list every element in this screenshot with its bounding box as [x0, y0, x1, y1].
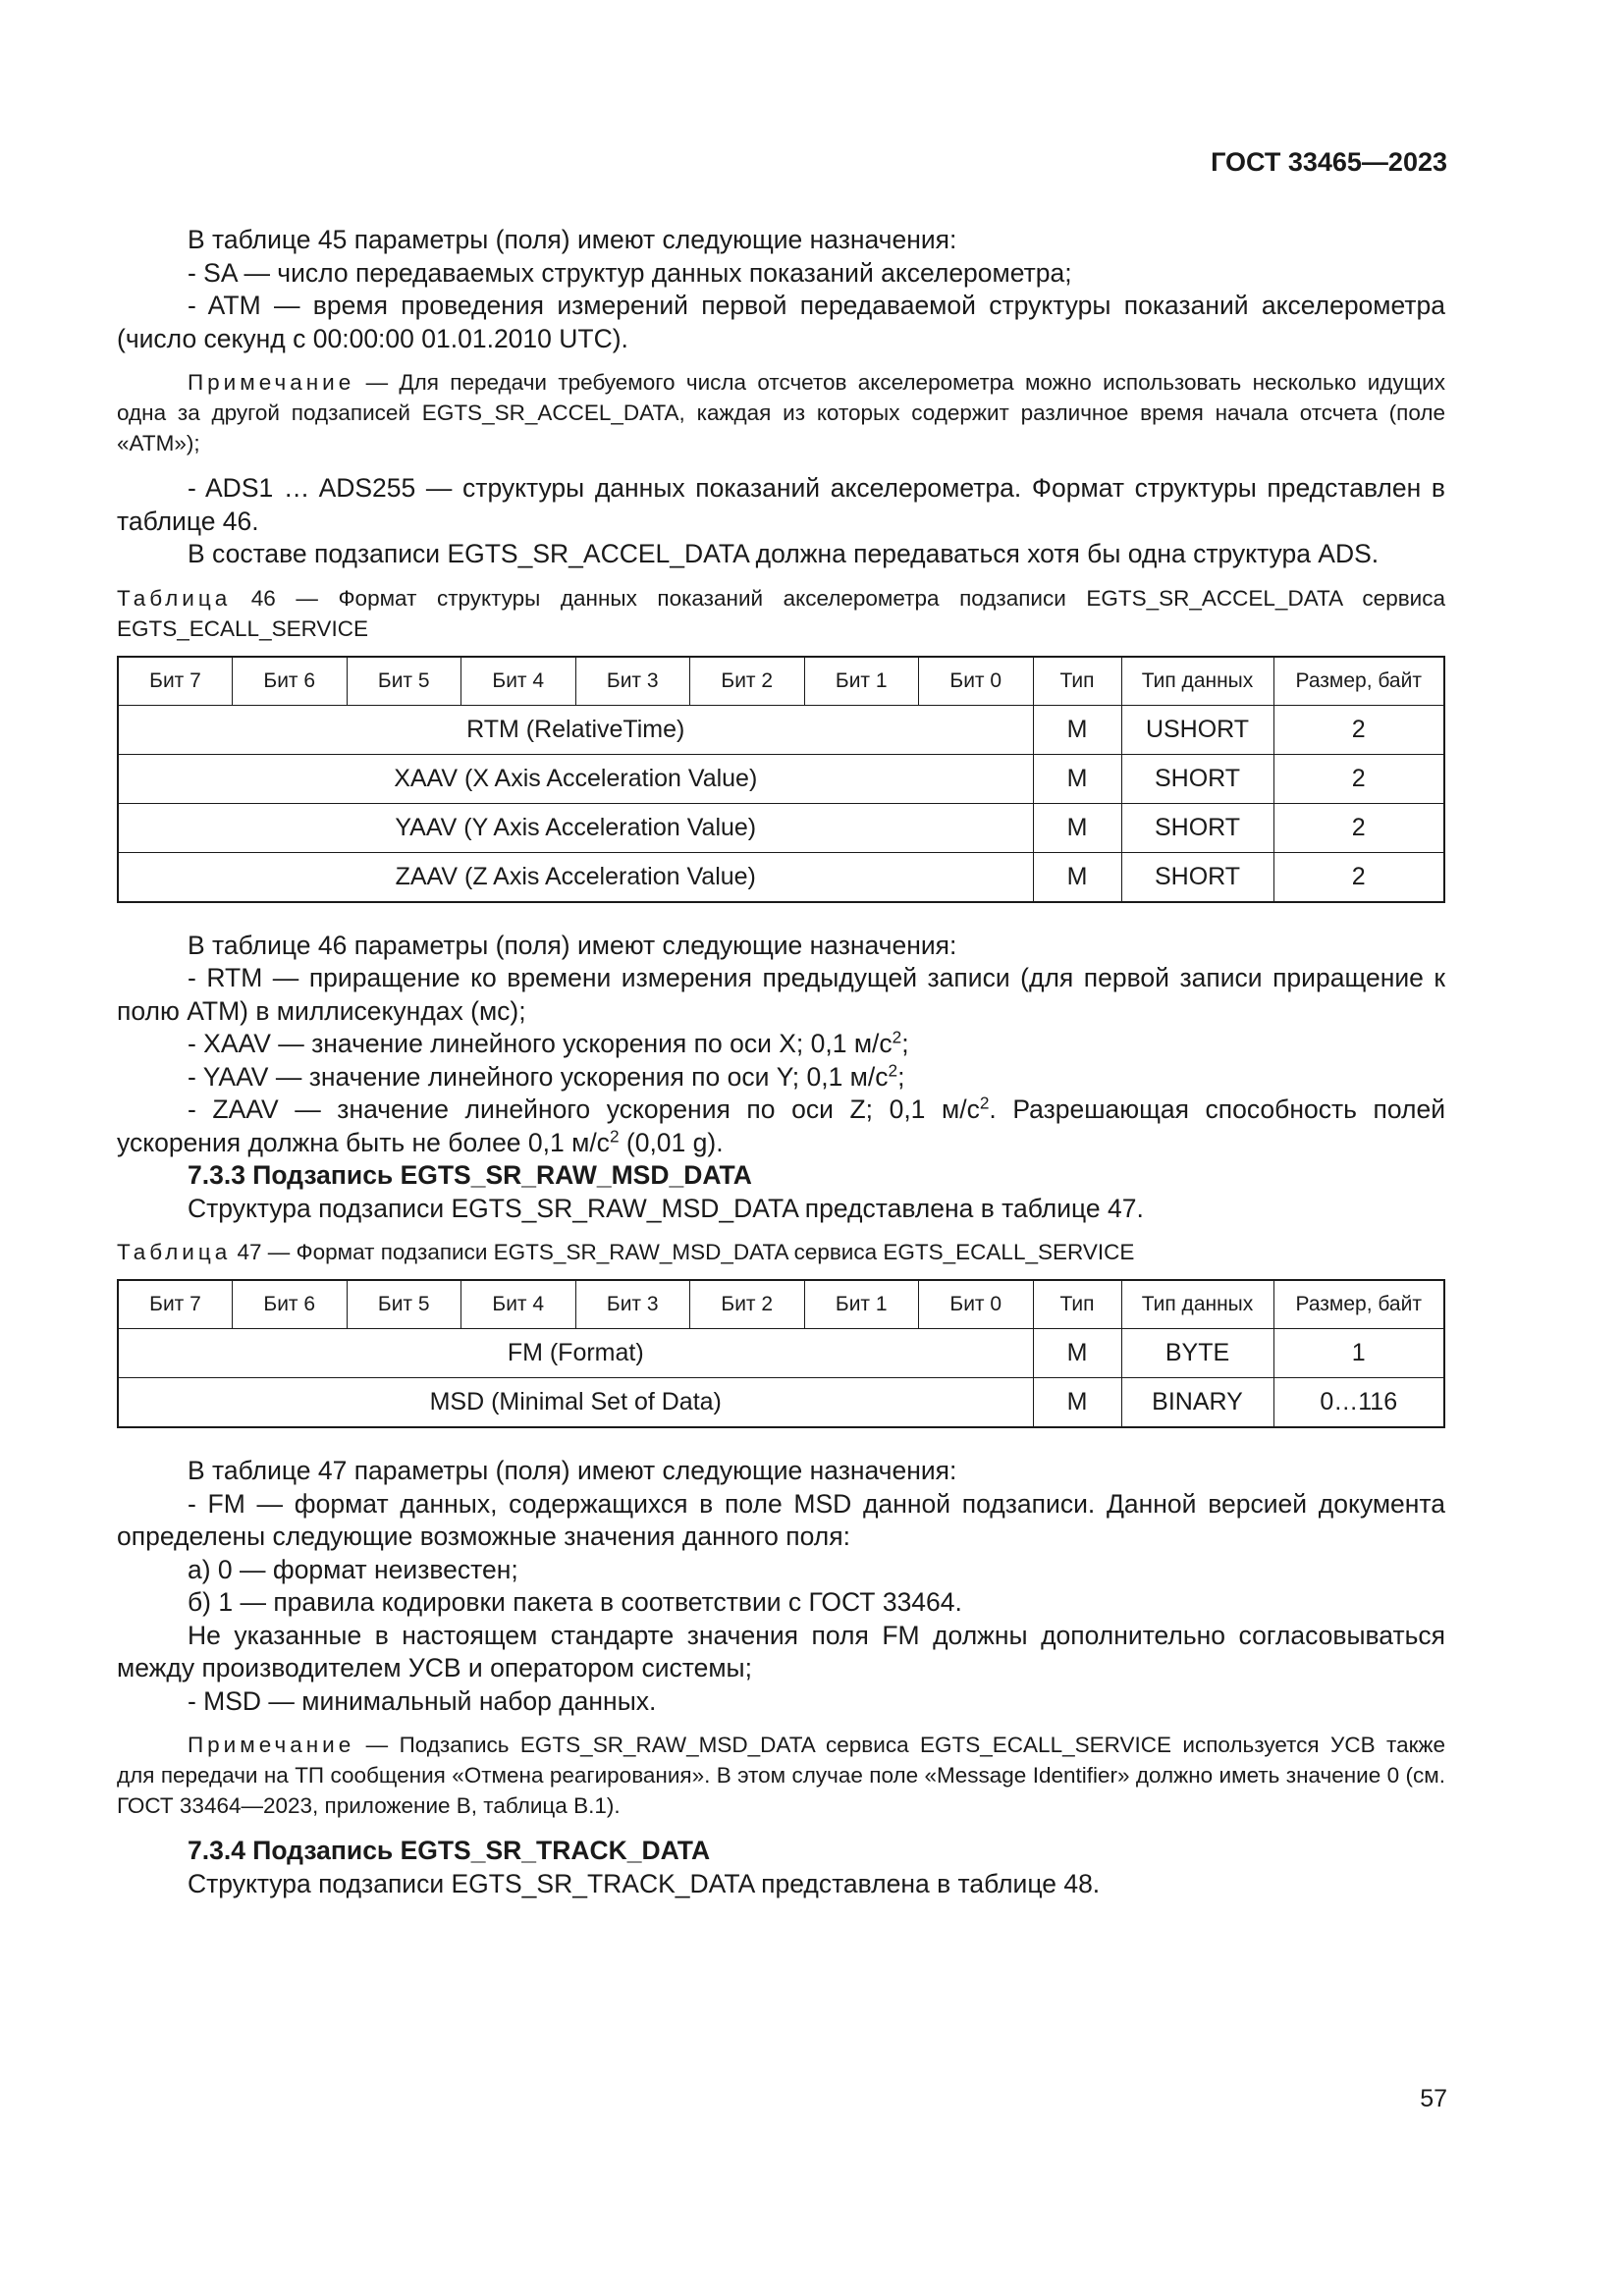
fm-value-a: а) 0 — формат неизвестен;: [188, 1554, 518, 1584]
table46: [117, 656, 1445, 903]
yaav-text: - YAAV — значение линейного ускорения по оси Y; 0,1 м/с: [188, 1061, 889, 1092]
size-cell: 2: [1273, 754, 1444, 803]
table46-header-cell: Тип данных: [1121, 657, 1273, 706]
field-cell: RTM (RelativeTime): [118, 705, 1033, 754]
field-cell: ZAAV (Z Axis Acceleration Value): [118, 852, 1033, 902]
yaav-description: [117, 1061, 1445, 1095]
sa-description: - SA — число передаваемых структур данных показаний акселерометра;: [188, 257, 1072, 288]
fm-agreement-note: Не указанные в настоящем стандарте значения поля FM должны дополнительно согласовываться между производителем УСВ и оператором системы;: [117, 1620, 1445, 1682]
table47-header-cell: Бит 2: [690, 1280, 805, 1329]
field-cell: YAAV (Y Axis Acceleration Value): [118, 803, 1033, 852]
table46-header-cell: Бит 3: [575, 657, 690, 706]
table47-caption: [117, 1237, 1445, 1267]
table-row: [118, 754, 1444, 803]
table-row: [118, 705, 1444, 754]
xaav-description: [117, 1028, 1445, 1061]
size-cell: 1: [1273, 1329, 1444, 1378]
table46-header-row: [118, 657, 1444, 706]
table47-header-cell: Размер, байт: [1273, 1280, 1444, 1329]
punctuation: ;: [897, 1061, 905, 1092]
table46-caption-text: 46 — Формат структуры данных показаний акселерометра подзаписи EGTS_SR_ACCEL_DATA сервиса EGTS_ECALL_SERVICE: [117, 585, 1445, 641]
ads-description: - ADS1 … ADS255 — структуры данных показаний акселерометра. Формат структуры представлен в таблице 46.: [117, 473, 1445, 536]
size-cell: 0…116: [1273, 1378, 1444, 1428]
type-cell: M: [1033, 705, 1121, 754]
field-cell: FM (Format): [118, 1329, 1033, 1378]
section-7-3-4-heading: 7.3.4 Подзапись EGTS_SR_TRACK_DATA: [188, 1836, 711, 1865]
datatype-cell: SHORT: [1121, 754, 1273, 803]
type-cell: M: [1033, 1378, 1121, 1428]
table47-header-cell: Бит 4: [461, 1280, 576, 1329]
type-cell: M: [1033, 852, 1121, 902]
table47-header-cell: Тип: [1033, 1280, 1121, 1329]
section-7-3-3-heading: 7.3.3 Подзапись EGTS_SR_RAW_MSD_DATA: [188, 1160, 752, 1190]
table46-header-cell: Бит 7: [118, 657, 233, 706]
type-cell: M: [1033, 803, 1121, 852]
datatype-cell: SHORT: [1121, 852, 1273, 902]
datatype-cell: SHORT: [1121, 803, 1273, 852]
field-cell: MSD (Minimal Set of Data): [118, 1378, 1033, 1428]
size-cell: 2: [1273, 852, 1444, 902]
section-7-3-4-intro: Структура подзаписи EGTS_SR_TRACK_DATA представлена в таблице 48.: [188, 1868, 1101, 1898]
page-number: 57: [1420, 2085, 1447, 2112]
rtm-description: - RTM — приращение ко времени измерения предыдущей записи (для первой записи приращение к полю ATM) в миллисекундах (мс);: [117, 963, 1445, 1026]
size-cell: 2: [1273, 803, 1444, 852]
zaav-text-a: - ZAAV — значение линейного ускорения по оси Z; 0,1 м/с: [188, 1095, 980, 1124]
table47-caption-label: Таблица: [117, 1240, 232, 1264]
table47-caption-text: 47 — Формат подзаписи EGTS_SR_RAW_MSD_DATA сервиса EGTS_ECALL_SERVICE: [231, 1240, 1135, 1264]
xaav-text: - XAAV — значение линейного ускорения по оси X; 0,1 м/с: [188, 1029, 893, 1058]
table46-header-cell: Бит 1: [804, 657, 919, 706]
atm-description: - ATM — время проведения измерений первой передаваемой структуры показаний акселерометра (число секунд с 00:00:00 01.01.2010 UTC).: [117, 291, 1445, 353]
ads-requirement: В составе подзаписи EGTS_SR_ACCEL_DATA должна передаваться хотя бы одна структура ADS.: [188, 539, 1380, 568]
table46-header-cell: Бит 2: [690, 657, 805, 706]
zaav-description: [117, 1094, 1445, 1159]
type-cell: M: [1033, 1329, 1121, 1378]
table46-caption-label: Таблица: [117, 585, 232, 611]
zaav-text-c: (0,01 g).: [619, 1127, 724, 1157]
fm-value-b: б) 1 — правила кодировки пакета в соответствии с ГОСТ 33464.: [188, 1587, 962, 1617]
table46-header-cell: Размер, байт: [1273, 657, 1444, 706]
fm-description: - FM — формат данных, содержащихся в поле MSD данной подзаписи. Данной версией документа определены следующие возможные значения данного поля:: [117, 1488, 1445, 1551]
msd-description: - MSD — минимальный набор данных.: [188, 1685, 657, 1716]
table-row: [118, 803, 1444, 852]
table47-header-cell: Бит 0: [919, 1280, 1034, 1329]
note-text: — Для передачи требуемого числа отсчетов акселерометра можно использовать несколько идущих одна за другой подзаписей EGTS_SR_ACCEL_DATA, каждая из которых содержит различное время начала отсчета (поле «ATM»);: [117, 370, 1445, 455]
table-row: [118, 1329, 1444, 1378]
note-label: Примечание: [188, 370, 355, 395]
note-accel: [117, 367, 1445, 458]
datatype-cell: BYTE: [1121, 1329, 1273, 1378]
table46-header-cell: Бит 0: [919, 657, 1034, 706]
size-cell: 2: [1273, 705, 1444, 754]
table47-header-cell: Бит 6: [233, 1280, 348, 1329]
punctuation: ;: [901, 1029, 909, 1058]
table47-header-cell: Бит 5: [347, 1280, 461, 1329]
table45-intro: В таблице 45 параметры (поля) имеют следующие назначения:: [188, 225, 957, 254]
superscript: 2: [892, 1027, 902, 1047]
table46-intro: В таблице 46 параметры (поля) имеют следующие назначения:: [188, 930, 957, 960]
datatype-cell: USHORT: [1121, 705, 1273, 754]
table47-header-row: [118, 1280, 1444, 1329]
superscript: 2: [609, 1126, 620, 1147]
datatype-cell: BINARY: [1121, 1378, 1273, 1428]
field-cell: XAAV (X Axis Acceleration Value): [118, 754, 1033, 803]
table-row: [118, 1378, 1444, 1428]
table47-header-cell: Тип данных: [1121, 1280, 1273, 1329]
superscript: 2: [979, 1093, 990, 1113]
table46-header-cell: Бит 5: [347, 657, 461, 706]
table47: [117, 1279, 1445, 1428]
table46-caption: [117, 583, 1445, 644]
zaav-text-b: . Разрешающая способность полей ускорения должна быть не более 0,1 м/с: [117, 1095, 1446, 1157]
superscript: 2: [888, 1060, 898, 1081]
page-header-standard: ГОСТ 33465—2023: [1211, 147, 1447, 177]
table46-header-cell: Бит 4: [461, 657, 576, 706]
table-row: [118, 852, 1444, 902]
type-cell: M: [1033, 754, 1121, 803]
note-text: — Подзапись EGTS_SR_RAW_MSD_DATA сервиса EGTS_ECALL_SERVICE используется УСВ также для передачи на ТП сообщения «Отмена реагирования». В этом случае поле «Message Identifier» должно иметь значение 0 (см. ГОСТ 33464—2023, приложение В, таблица В.1).: [117, 1733, 1445, 1818]
table47-header-cell: Бит 3: [575, 1280, 690, 1329]
table47-header-cell: Бит 7: [118, 1280, 233, 1329]
note-label: Примечание: [188, 1733, 355, 1757]
table47-header-cell: Бит 1: [804, 1280, 919, 1329]
section-7-3-3-intro: Структура подзаписи EGTS_SR_RAW_MSD_DATA представлена в таблице 47.: [188, 1193, 1144, 1223]
table46-header-cell: Тип: [1033, 657, 1121, 706]
table46-header-cell: Бит 6: [233, 657, 348, 706]
note-raw-msd: [117, 1730, 1445, 1821]
table47-intro: В таблице 47 параметры (поля) имеют следующие назначения:: [188, 1456, 957, 1485]
page-content: [117, 224, 1445, 1900]
